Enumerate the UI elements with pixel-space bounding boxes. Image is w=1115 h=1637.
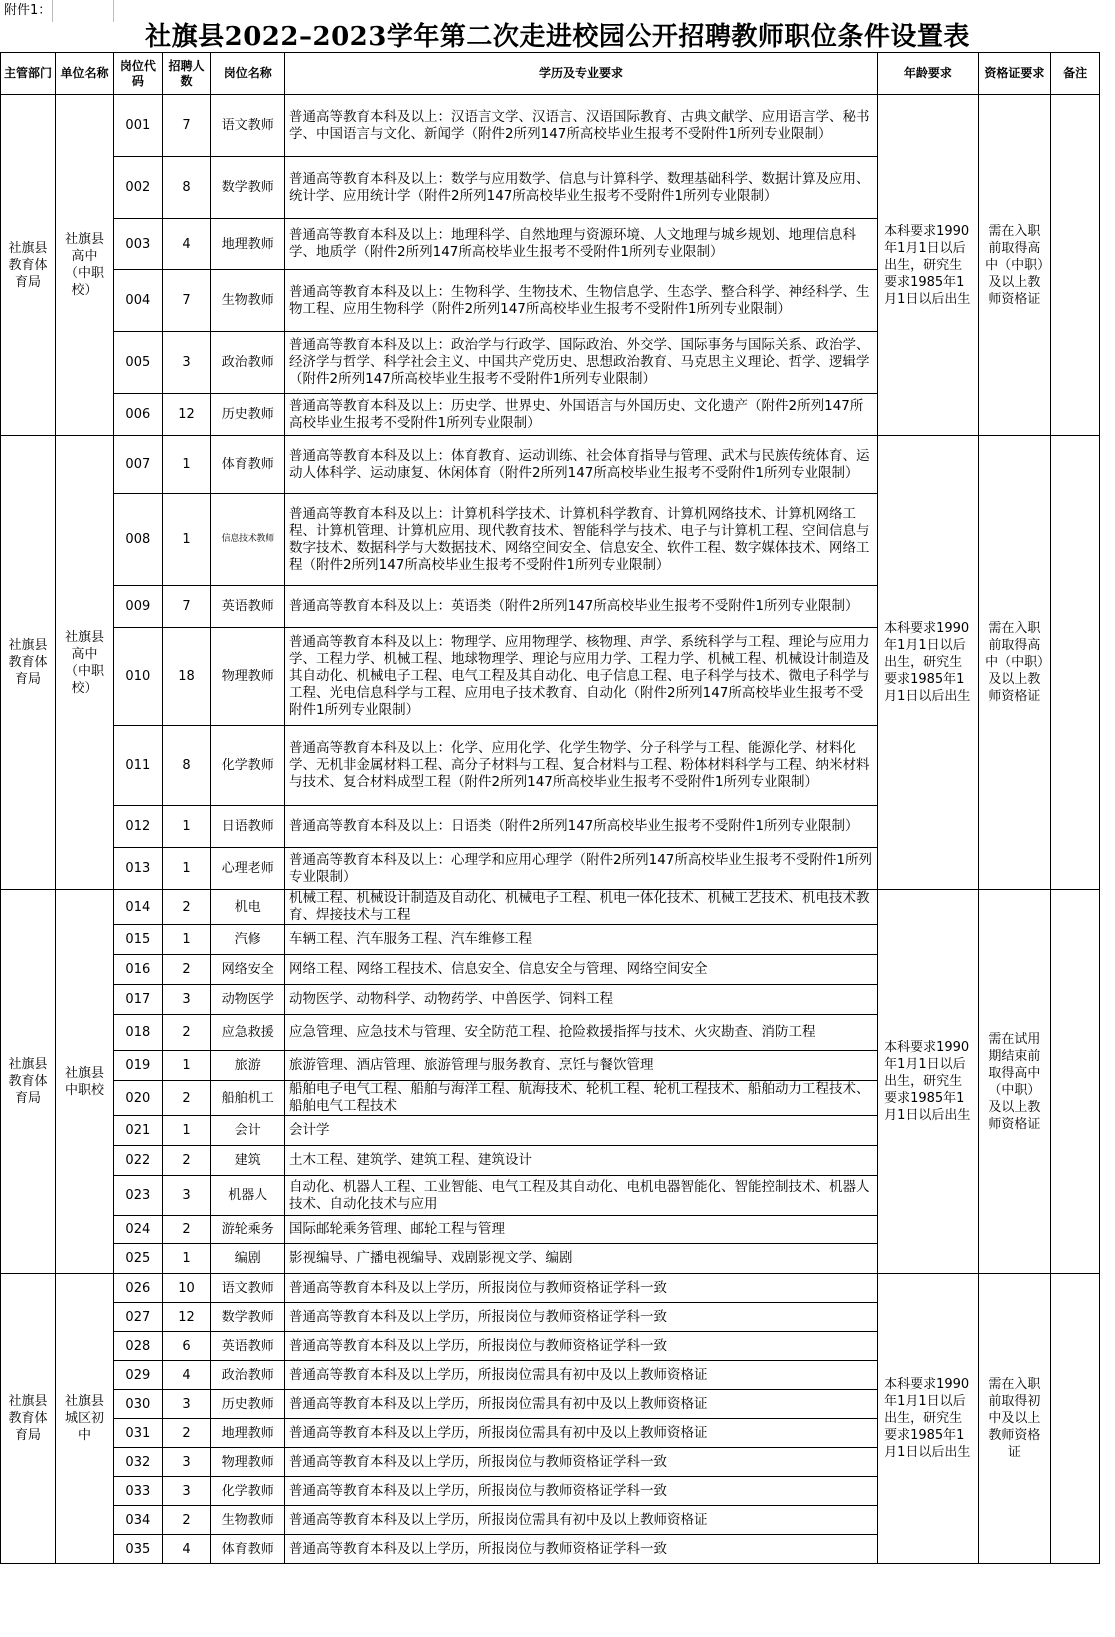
position-cell: 历史教师 (211, 1390, 285, 1419)
dept-cell: 社旗县教育体育局 (1, 436, 56, 890)
count-cell: 3 (162, 985, 211, 1015)
table-body (1, 95, 1100, 1564)
note-cell (1051, 95, 1100, 436)
position-cell: 语文教师 (211, 95, 285, 157)
code-cell: 015 (113, 925, 162, 955)
table-row (1, 436, 1100, 494)
age-cell: 本科要求1990年1月1日以后出生，研究生要求1985年1月1日以后出生 (878, 1274, 979, 1564)
position-cell: 政治教师 (211, 1361, 285, 1390)
position-cell: 游轮乘务 (211, 1216, 285, 1244)
count-cell: 7 (162, 586, 211, 628)
dept-cell: 社旗县教育体育局 (1, 95, 56, 436)
code-cell: 022 (113, 1146, 162, 1176)
requirement-cell: 普通高等教育本科及以上：体育教育、运动训练、社会体育指导与管理、武术与民族传统体育、运动人体科学、运动康复、休闲体育（附件2所列147所高校毕业生报考不受附件1所列专业限制） (285, 436, 878, 494)
requirement-cell: 动物医学、动物科学、动物药学、中兽医学、饲料工程 (285, 985, 878, 1015)
count-cell: 1 (162, 925, 211, 955)
code-cell: 031 (113, 1419, 162, 1448)
age-cell: 本科要求1990年1月1日以后出生，研究生要求1985年1月1日以后出生 (878, 436, 979, 890)
position-cell: 地理教师 (211, 219, 285, 270)
attachment-label: 附件1： (4, 3, 52, 18)
code-cell: 030 (113, 1390, 162, 1419)
requirement-cell: 普通高等教育本科及以上学历，所报岗位需具有初中及以上教师资格证 (285, 1390, 878, 1419)
position-cell: 汽修 (211, 925, 285, 955)
requirement-cell: 普通高等教育本科及以上：政治学与行政学、国际政治、外交学、国际事务与国际关系、政治学、经济学与哲学、科学社会主义、中国共产党历史、思想政治教育、马克思主义理论、哲学、逻辑学（附件2所列147所高校毕业生报考不受附件1所列专业限制） (285, 332, 878, 394)
code-cell: 013 (113, 848, 162, 890)
code-cell: 002 (113, 157, 162, 219)
page-title: 社旗县2022–2023学年第二次走进校园公开招聘教师职位条件设置表 (145, 22, 970, 52)
position-cell: 信息技术教师 (211, 494, 285, 586)
code-cell: 026 (113, 1274, 162, 1303)
requirement-cell: 普通高等教育本科及以上学历，所报岗位与教师资格证学科一致 (285, 1332, 878, 1361)
code-cell: 019 (113, 1051, 162, 1081)
requirement-cell: 普通高等教育本科及以上学历，所报岗位与教师资格证学科一致 (285, 1303, 878, 1332)
requirement-cell: 普通高等教育本科及以上：历史学、世界史、外国语言与外国历史、文化遗产（附件2所列147所高校毕业生报考不受附件1所列专业限制） (285, 394, 878, 436)
header-position: 岗位名称 (211, 53, 285, 95)
code-cell: 009 (113, 586, 162, 628)
unit-cell: 社旗县中职校 (55, 890, 113, 1274)
count-cell: 7 (162, 270, 211, 332)
unit-cell: 社旗县城区初中 (55, 1274, 113, 1564)
position-cell: 体育教师 (211, 436, 285, 494)
count-cell: 4 (162, 1535, 211, 1564)
position-cell: 日语教师 (211, 806, 285, 848)
code-cell: 011 (113, 726, 162, 806)
position-cell: 历史教师 (211, 394, 285, 436)
requirement-cell: 应急管理、应急技术与管理、安全防范工程、抢险救援指挥与技术、火灾勘查、消防工程 (285, 1015, 878, 1051)
requirement-cell: 普通高等教育本科及以上：地理科学、自然地理与资源环境、人文地理与城乡规划、地理信息科学、地质学（附件2所列147所高校毕业生报考不受附件1所列专业限制） (285, 219, 878, 270)
count-cell: 12 (162, 394, 211, 436)
code-cell: 028 (113, 1332, 162, 1361)
code-cell: 035 (113, 1535, 162, 1564)
requirement-cell: 土木工程、建筑学、建筑工程、建筑设计 (285, 1146, 878, 1176)
position-cell: 物理教师 (211, 1448, 285, 1477)
code-cell: 010 (113, 628, 162, 726)
requirement-cell: 普通高等教育本科及以上：心理学和应用心理学（附件2所列147所高校毕业生报考不受附件1所列专业限制） (285, 848, 878, 890)
position-cell: 心理老师 (211, 848, 285, 890)
count-cell: 8 (162, 726, 211, 806)
requirement-cell: 普通高等教育本科及以上学历，所报岗位需具有初中及以上教师资格证 (285, 1419, 878, 1448)
count-cell: 2 (162, 890, 211, 925)
note-cell (1051, 436, 1100, 890)
count-cell: 1 (162, 494, 211, 586)
age-cell: 本科要求1990年1月1日以后出生，研究生要求1985年1月1日以后出生 (878, 890, 979, 1274)
code-cell: 003 (113, 219, 162, 270)
code-cell: 023 (113, 1176, 162, 1216)
requirement-cell: 普通高等教育本科及以上：日语类（附件2所列147所高校毕业生报考不受附件1所列专业限制） (285, 806, 878, 848)
position-cell: 数学教师 (211, 157, 285, 219)
position-cell: 会计 (211, 1116, 285, 1146)
requirement-cell: 普通高等教育本科及以上：汉语言文学、汉语言、汉语国际教育、古典文献学、应用语言学、秘书学、中国语言与文化、新闻学（附件2所列147所高校毕业生报考不受附件1所列专业限制） (285, 95, 878, 157)
requirement-cell: 会计学 (285, 1116, 878, 1146)
count-cell: 7 (162, 95, 211, 157)
header-dept: 主管部门 (1, 53, 56, 95)
position-cell: 物理教师 (211, 628, 285, 726)
position-cell: 英语教师 (211, 1332, 285, 1361)
header-unit: 单位名称 (55, 53, 113, 95)
code-cell: 001 (113, 95, 162, 157)
count-cell: 1 (162, 1051, 211, 1081)
count-cell: 1 (162, 1116, 211, 1146)
header-cert: 资格证要求 (978, 53, 1051, 95)
count-cell: 2 (162, 1146, 211, 1176)
position-cell: 网络安全 (211, 955, 285, 985)
count-cell: 6 (162, 1332, 211, 1361)
requirement-cell: 自动化、机器人工程、工业智能、电气工程及其自动化、电机电器智能化、智能控制技术、机器人技术、自动化技术与应用 (285, 1176, 878, 1216)
position-cell: 旅游 (211, 1051, 285, 1081)
header-count: 招聘人数 (162, 53, 211, 95)
count-cell: 2 (162, 955, 211, 985)
count-cell: 18 (162, 628, 211, 726)
count-cell: 12 (162, 1303, 211, 1332)
unit-cell: 社旗县高中（中职校） (55, 95, 113, 436)
unit-cell: 社旗县高中（中职校） (55, 436, 113, 890)
count-cell: 2 (162, 1216, 211, 1244)
note-cell (1051, 1274, 1100, 1564)
grid-line (52, 0, 53, 22)
position-cell: 数学教师 (211, 1303, 285, 1332)
count-cell: 8 (162, 157, 211, 219)
count-cell: 1 (162, 848, 211, 890)
count-cell: 2 (162, 1419, 211, 1448)
count-cell: 1 (162, 436, 211, 494)
position-cell: 编剧 (211, 1244, 285, 1274)
requirement-cell: 普通高等教育本科及以上：数学与应用数学、信息与计算科学、数理基础科学、数据计算及应用、统计学、应用统计学（附件2所列147所高校毕业生报考不受附件1所列专业限制） (285, 157, 878, 219)
code-cell: 018 (113, 1015, 162, 1051)
code-cell: 025 (113, 1244, 162, 1274)
code-cell: 021 (113, 1116, 162, 1146)
requirement-cell: 普通高等教育本科及以上：物理学、应用物理学、核物理、声学、系统科学与工程、理论与应用力学、工程力学、机械工程、地球物理学、理论与应用力学、工程力学、机械工程、机械设计制造及其自动化、机械电子工程、电气工程及其自动化、电子信息工程、电子科学与技术、微电子科学与工程、光电信息科学与工程、应用电子技术教育、自动化（附件2所列147所高校毕业生报考不受附件1所列专业限制） (285, 628, 878, 726)
grid-line (113, 0, 114, 22)
count-cell: 3 (162, 1477, 211, 1506)
count-cell: 4 (162, 219, 211, 270)
note-cell (1051, 890, 1100, 1274)
position-cell: 应急救援 (211, 1015, 285, 1051)
position-cell: 英语教师 (211, 586, 285, 628)
requirement-cell: 车辆工程、汽车服务工程、汽车维修工程 (285, 925, 878, 955)
position-cell: 建筑 (211, 1146, 285, 1176)
position-cell: 生物教师 (211, 1506, 285, 1535)
cert-cell: 需在入职前取得初中及以上教师资格证 (978, 1274, 1051, 1564)
requirement-cell: 机械工程、机械设计制造及自动化、机械电子工程、机电一体化技术、机械工艺技术、机电技术教育、焊接技术与工程 (285, 890, 878, 925)
header-row (1, 53, 1100, 95)
code-cell: 008 (113, 494, 162, 586)
age-cell: 本科要求1990年1月1日以后出生，研究生要求1985年1月1日以后出生 (878, 95, 979, 436)
requirement-cell: 普通高等教育本科及以上：化学、应用化学、化学生物学、分子科学与工程、能源化学、材料化学、无机非金属材料工程、高分子材料与工程、复合材料与工程、粉体材料科学与工程、纳米材料与技术、复合材料成型工程（附件2所列147所高校毕业生报考不受附件1所列专业限制） (285, 726, 878, 806)
position-cell: 地理教师 (211, 1419, 285, 1448)
code-cell: 032 (113, 1448, 162, 1477)
requirement-cell: 普通高等教育本科及以上：生物科学、生物技术、生物信息学、生态学、整合科学、神经科学、生物工程、应用生物科学（附件2所列147所高校毕业生报考不受附件1所列专业限制） (285, 270, 878, 332)
code-cell: 029 (113, 1361, 162, 1390)
requirement-cell: 普通高等教育本科及以上学历，所报岗位需具有初中及以上教师资格证 (285, 1506, 878, 1535)
requirement-cell: 船舶电子电气工程、船舶与海洋工程、航海技术、轮机工程、轮机工程技术、船舶动力工程技术、船舶电气工程技术 (285, 1081, 878, 1116)
code-cell: 016 (113, 955, 162, 985)
position-cell: 语文教师 (211, 1274, 285, 1303)
count-cell: 4 (162, 1361, 211, 1390)
code-cell: 017 (113, 985, 162, 1015)
positions-table (0, 52, 1100, 1564)
code-cell: 006 (113, 394, 162, 436)
position-cell: 船舶机工 (211, 1081, 285, 1116)
requirement-cell: 普通高等教育本科及以上：英语类（附件2所列147所高校毕业生报考不受附件1所列专业限制） (285, 586, 878, 628)
count-cell: 3 (162, 1176, 211, 1216)
position-cell: 体育教师 (211, 1535, 285, 1564)
position-cell: 机器人 (211, 1176, 285, 1216)
position-cell: 化学教师 (211, 726, 285, 806)
cert-cell: 需在试用期结束前取得高中（中职）及以上教师资格证 (978, 890, 1051, 1274)
count-cell: 3 (162, 1448, 211, 1477)
dept-cell: 社旗县教育体育局 (1, 890, 56, 1274)
position-cell: 机电 (211, 890, 285, 925)
requirement-cell: 普通高等教育本科及以上学历，所报岗位与教师资格证学科一致 (285, 1535, 878, 1564)
count-cell: 2 (162, 1506, 211, 1535)
code-cell: 005 (113, 332, 162, 394)
code-cell: 033 (113, 1477, 162, 1506)
count-cell: 1 (162, 806, 211, 848)
position-cell: 动物医学 (211, 985, 285, 1015)
cert-cell: 需在入职前取得高中（中职）及以上教师资格证 (978, 436, 1051, 890)
dept-cell: 社旗县教育体育局 (1, 1274, 56, 1564)
table-row (1, 890, 1100, 925)
table-row (1, 1274, 1100, 1303)
count-cell: 2 (162, 1081, 211, 1116)
code-cell: 020 (113, 1081, 162, 1116)
requirement-cell: 普通高等教育本科及以上学历，所报岗位与教师资格证学科一致 (285, 1477, 878, 1506)
count-cell: 1 (162, 1244, 211, 1274)
requirement-cell: 网络工程、网络工程技术、信息安全、信息安全与管理、网络空间安全 (285, 955, 878, 985)
count-cell: 10 (162, 1274, 211, 1303)
code-cell: 012 (113, 806, 162, 848)
requirement-cell: 普通高等教育本科及以上学历，所报岗位与教师资格证学科一致 (285, 1274, 878, 1303)
code-cell: 007 (113, 436, 162, 494)
code-cell: 034 (113, 1506, 162, 1535)
table-row (1, 95, 1100, 157)
count-cell: 3 (162, 332, 211, 394)
requirement-cell: 国际邮轮乘务管理、邮轮工程与管理 (285, 1216, 878, 1244)
requirement-cell: 普通高等教育本科及以上学历，所报岗位需具有初中及以上教师资格证 (285, 1361, 878, 1390)
header-requirement: 学历及专业要求 (285, 53, 878, 95)
cert-cell: 需在入职前取得高中（中职）及以上教师资格证 (978, 95, 1051, 436)
position-cell: 政治教师 (211, 332, 285, 394)
count-cell: 3 (162, 1390, 211, 1419)
count-cell: 2 (162, 1015, 211, 1051)
code-cell: 027 (113, 1303, 162, 1332)
requirement-cell: 影视编导、广播电视编导、戏剧影视文学、编剧 (285, 1244, 878, 1274)
requirement-cell: 普通高等教育本科及以上：计算机科学技术、计算机科学教育、计算机网络技术、计算机网络工程、计算机管理、计算机应用、现代教育技术、智能科学与技术、电子与计算机工程、空间信息与数字技术、数据科学与大数据技术、网络空间安全、信息安全、软件工程、数字媒体技术、网络工程（附件2所列147所高校毕业生报考不受附件1所列专业限制） (285, 494, 878, 586)
position-cell: 生物教师 (211, 270, 285, 332)
header-note: 备注 (1051, 53, 1100, 95)
requirement-cell: 普通高等教育本科及以上学历，所报岗位与教师资格证学科一致 (285, 1448, 878, 1477)
header-age: 年龄要求 (878, 53, 979, 95)
code-cell: 024 (113, 1216, 162, 1244)
code-cell: 004 (113, 270, 162, 332)
header-code: 岗位代码 (113, 53, 162, 95)
requirement-cell: 旅游管理、酒店管理、旅游管理与服务教育、烹饪与餐饮管理 (285, 1051, 878, 1081)
code-cell: 014 (113, 890, 162, 925)
position-cell: 化学教师 (211, 1477, 285, 1506)
